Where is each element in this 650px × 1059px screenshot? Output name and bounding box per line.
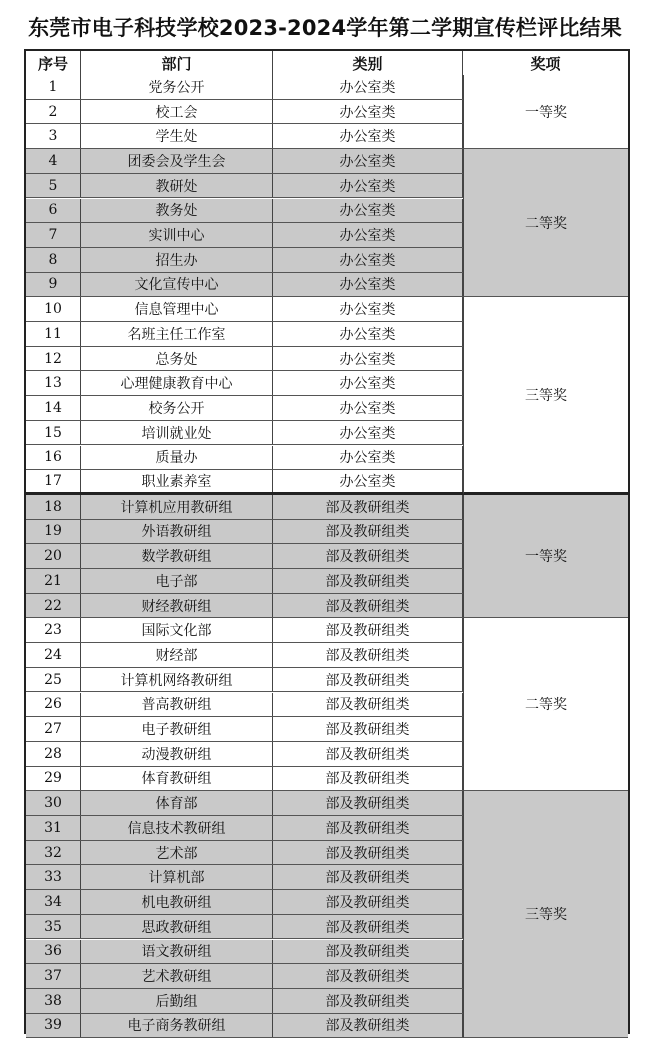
header-category: 类别 (273, 51, 463, 75)
award-cell: 二等奖 (463, 149, 628, 297)
row-category: 办公室类 (273, 396, 463, 420)
row-index: 27 (26, 717, 81, 741)
row-category: 部及教研组类 (273, 668, 463, 692)
row-department: 总务处 (81, 347, 273, 371)
row-category: 部及教研组类 (273, 940, 463, 964)
row-department: 校工会 (81, 100, 273, 124)
row-index: 39 (26, 1014, 81, 1038)
row-category: 办公室类 (273, 322, 463, 346)
table-row (26, 717, 463, 742)
table-row (26, 890, 463, 915)
table-row (26, 989, 463, 1014)
row-department: 财经部 (81, 643, 273, 667)
row-index: 20 (26, 544, 81, 568)
table-row (26, 124, 463, 149)
row-department: 教务处 (81, 199, 273, 223)
row-department: 信息技术教研组 (81, 816, 273, 840)
row-index: 14 (26, 396, 81, 420)
row-index: 2 (26, 100, 81, 124)
row-department: 校务公开 (81, 396, 273, 420)
row-department: 艺术部 (81, 841, 273, 865)
row-department: 心理健康教育中心 (81, 371, 273, 395)
table-row (26, 742, 463, 767)
row-department: 国际文化部 (81, 618, 273, 642)
row-category: 部及教研组类 (273, 520, 463, 544)
table-row (26, 421, 463, 446)
table-row (26, 841, 463, 866)
table-row (26, 1014, 463, 1039)
row-department: 电子部 (81, 569, 273, 593)
row-index: 17 (26, 470, 81, 492)
table-row (26, 569, 463, 594)
row-department: 后勤组 (81, 989, 273, 1013)
table-row (26, 273, 463, 298)
table-row (26, 791, 463, 816)
row-category: 部及教研组类 (273, 495, 463, 519)
table-row (26, 149, 463, 174)
row-category: 部及教研组类 (273, 643, 463, 667)
table-row (26, 297, 463, 322)
table-row (26, 223, 463, 248)
row-category: 部及教研组类 (273, 594, 463, 618)
row-index: 24 (26, 643, 81, 667)
row-index: 38 (26, 989, 81, 1013)
table-row (26, 248, 463, 273)
row-category: 部及教研组类 (273, 767, 463, 791)
row-department: 党务公开 (81, 75, 273, 99)
row-category: 办公室类 (273, 75, 463, 99)
row-index: 31 (26, 816, 81, 840)
table-row (26, 668, 463, 693)
table-row (26, 964, 463, 989)
row-index: 29 (26, 767, 81, 791)
table-row (26, 767, 463, 792)
row-index: 9 (26, 273, 81, 297)
table-row (26, 75, 463, 100)
table-row (26, 618, 463, 643)
row-category: 办公室类 (273, 470, 463, 492)
header-index: 序号 (26, 51, 81, 75)
row-index: 16 (26, 446, 81, 470)
row-category: 部及教研组类 (273, 890, 463, 914)
row-category: 部及教研组类 (273, 742, 463, 766)
row-department: 文化宣传中心 (81, 273, 273, 297)
row-department: 电子教研组 (81, 717, 273, 741)
table-row (26, 643, 463, 668)
row-category: 办公室类 (273, 223, 463, 247)
header-department: 部门 (81, 51, 273, 75)
table-row (26, 865, 463, 890)
table-row (26, 470, 463, 495)
row-index: 4 (26, 149, 81, 173)
award-cell: 二等奖 (463, 618, 628, 791)
row-category: 部及教研组类 (273, 964, 463, 988)
row-category: 办公室类 (273, 297, 463, 321)
table-row (26, 347, 463, 372)
results-table (24, 49, 630, 1034)
row-category: 办公室类 (273, 100, 463, 124)
row-index: 28 (26, 742, 81, 766)
row-index: 5 (26, 174, 81, 198)
row-category: 部及教研组类 (273, 915, 463, 939)
row-department: 外语教研组 (81, 520, 273, 544)
row-index: 1 (26, 75, 81, 99)
row-index: 32 (26, 841, 81, 865)
row-category: 办公室类 (273, 347, 463, 371)
table-row (26, 544, 463, 569)
row-department: 质量办 (81, 446, 273, 470)
row-index: 7 (26, 223, 81, 247)
row-category: 部及教研组类 (273, 791, 463, 815)
row-index: 3 (26, 124, 81, 148)
row-category: 部及教研组类 (273, 865, 463, 889)
row-department: 电子商务教研组 (81, 1014, 273, 1038)
row-category: 部及教研组类 (273, 693, 463, 717)
table-row (26, 100, 463, 125)
row-index: 37 (26, 964, 81, 988)
table-row (26, 940, 463, 965)
row-index: 6 (26, 199, 81, 223)
row-category: 部及教研组类 (273, 569, 463, 593)
row-index: 18 (26, 495, 81, 519)
table-row (26, 446, 463, 471)
row-index: 30 (26, 791, 81, 815)
row-index: 33 (26, 865, 81, 889)
row-department: 招生办 (81, 248, 273, 272)
row-department: 学生处 (81, 124, 273, 148)
row-index: 8 (26, 248, 81, 272)
row-category: 办公室类 (273, 421, 463, 445)
row-department: 计算机网络教研组 (81, 668, 273, 692)
row-category: 部及教研组类 (273, 1014, 463, 1038)
row-category: 办公室类 (273, 199, 463, 223)
row-department: 信息管理中心 (81, 297, 273, 321)
table-row (26, 199, 463, 224)
row-category: 部及教研组类 (273, 816, 463, 840)
row-category: 办公室类 (273, 371, 463, 395)
table-row (26, 396, 463, 421)
table-row (26, 594, 463, 619)
row-department: 财经教研组 (81, 594, 273, 618)
row-department: 体育部 (81, 791, 273, 815)
row-index: 23 (26, 618, 81, 642)
row-index: 13 (26, 371, 81, 395)
table-row (26, 693, 463, 718)
award-cell: 一等奖 (463, 75, 628, 149)
row-department: 实训中心 (81, 223, 273, 247)
row-department: 语文教研组 (81, 940, 273, 964)
row-category: 办公室类 (273, 149, 463, 173)
table-row (26, 520, 463, 545)
row-department: 机电教研组 (81, 890, 273, 914)
row-category: 办公室类 (273, 273, 463, 297)
row-category: 办公室类 (273, 248, 463, 272)
row-department: 培训就业处 (81, 421, 273, 445)
row-department: 体育教研组 (81, 767, 273, 791)
row-department: 普高教研组 (81, 693, 273, 717)
row-category: 办公室类 (273, 124, 463, 148)
award-cell: 三等奖 (463, 297, 628, 495)
award-cell: 一等奖 (463, 495, 628, 619)
row-department: 思政教研组 (81, 915, 273, 939)
row-department: 数学教研组 (81, 544, 273, 568)
table-header (26, 51, 628, 76)
row-index: 10 (26, 297, 81, 321)
page-title: 东莞市电子科技学校2023-2024学年第二学期宣传栏评比结果 (28, 16, 622, 40)
row-department: 名班主任工作室 (81, 322, 273, 346)
table-row (26, 322, 463, 347)
table-row (26, 915, 463, 940)
row-category: 办公室类 (273, 174, 463, 198)
row-department: 艺术教研组 (81, 964, 273, 988)
row-index: 15 (26, 421, 81, 445)
header-award: 奖项 (530, 54, 561, 73)
award-cell: 三等奖 (463, 791, 628, 1038)
row-category: 部及教研组类 (273, 544, 463, 568)
table-row (26, 816, 463, 841)
row-index: 12 (26, 347, 81, 371)
row-category: 部及教研组类 (273, 989, 463, 1013)
row-index: 26 (26, 693, 81, 717)
table-row (26, 174, 463, 199)
row-index: 36 (26, 940, 81, 964)
row-department: 团委会及学生会 (81, 149, 273, 173)
row-index: 11 (26, 322, 81, 346)
row-department: 职业素养室 (81, 470, 273, 492)
row-index: 22 (26, 594, 81, 618)
table-row (26, 495, 463, 520)
row-department: 计算机部 (81, 865, 273, 889)
row-index: 34 (26, 890, 81, 914)
table-row (26, 371, 463, 396)
row-index: 35 (26, 915, 81, 939)
row-index: 21 (26, 569, 81, 593)
row-department: 动漫教研组 (81, 742, 273, 766)
row-category: 部及教研组类 (273, 717, 463, 741)
row-index: 25 (26, 668, 81, 692)
row-category: 部及教研组类 (273, 841, 463, 865)
row-department: 教研处 (81, 174, 273, 198)
row-department: 计算机应用教研组 (81, 495, 273, 519)
row-category: 办公室类 (273, 446, 463, 470)
row-index: 19 (26, 520, 81, 544)
row-category: 部及教研组类 (273, 618, 463, 642)
